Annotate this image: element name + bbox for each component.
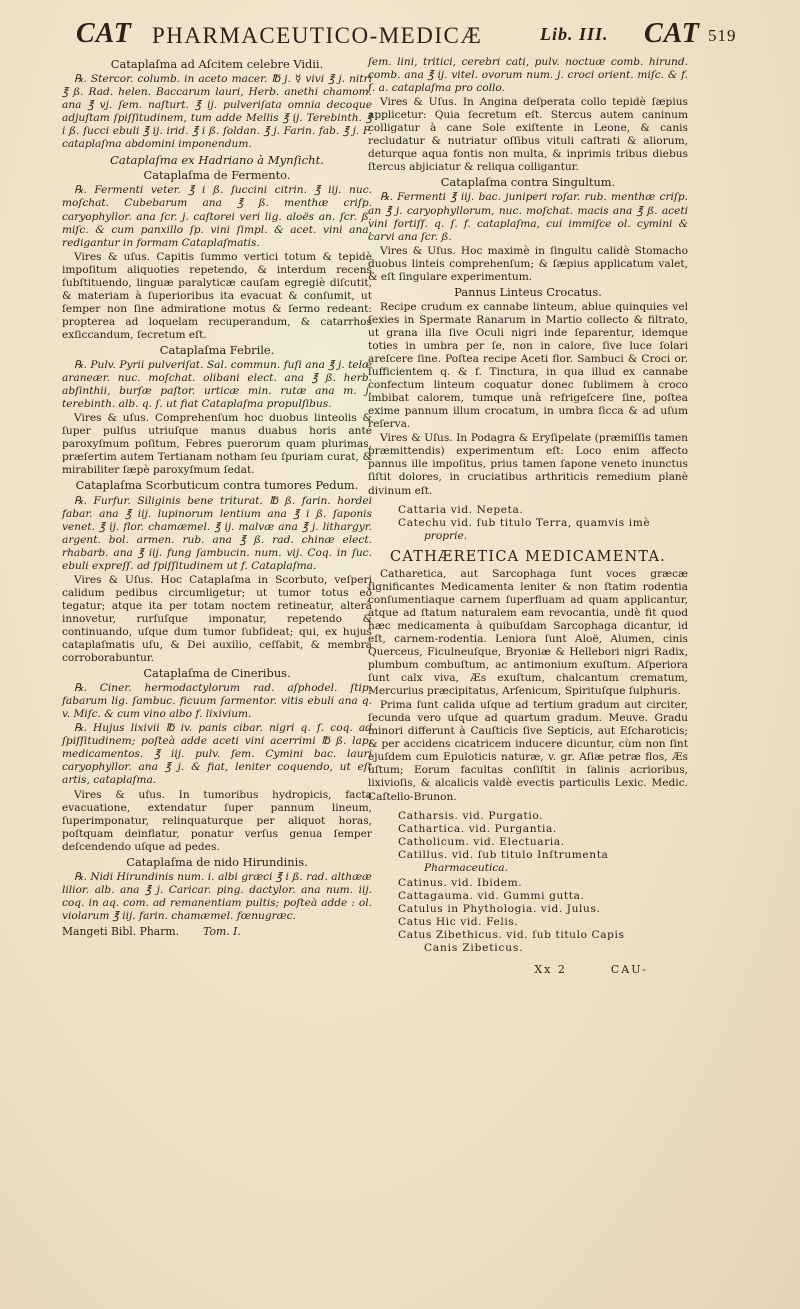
ref-catulus: Catulus in Phythologia. vid. Julus. (398, 902, 601, 915)
ref-catillus: Catillus. vid. ſub titulo Inſtrumenta (398, 848, 609, 861)
header-cat-right: CAT (644, 18, 700, 49)
vires-cineribus: Vires & uſus. In tumoribus hydropicis, facta evacuatione, extendatur ſuper pannum lineum, ſuperimponatur, relinquaturque per aliquot horas, poſtquam deinflatur, ponatur verſus genua ſemper deſcendendo uſque ad pedes. (62, 788, 372, 853)
cross-references-1 (368, 504, 688, 543)
recipe-cineribus-2: ℞. Hujus lixivii ℔ iv. panis cibar. nigri q. ſ. coq. ad ſpiſſitudinem; poſteà adde aceti vini acerrimi ℔ ß. lap. medicamentos. ℥ iij. pulv. ſem. Cymini bac. lauri caryophyllor. ana ℥ j. & fiat, leniter coquendo, ut eſt artis, cataplaſma. (62, 722, 372, 787)
heading-cathaeretica: CATHÆRETICA MEDICAMENTA. (390, 548, 666, 565)
footer-tome: Tom. I. (203, 925, 241, 938)
heading-fermento: Cataplaſma de Fermento. (143, 168, 291, 183)
ref-catechu-cont: proprie. (424, 529, 468, 542)
heading-cineribus: Cataplaſma de Cineribus. (143, 666, 291, 681)
text-pannus: Recipe crudum ex cannabe linteum, ablue quinquies vel ſexies in Spermate Ranarum in Martio collecto & filtrato, ut grana illa ſive Oculi nigri inde ſeparentur, idemque toties in umbra per ſe, non in calore, ſive luce ſolari areſcere ſine. Poſtea recipe Aceti flor. Sambuci & Croci or. ſufficientem q. & f. Tinctura, in qua illud ex cannabe confectum linteum coquatur donec ſublimem à croco imbibat calorem, tumque unà refrigeſcere ſine, poſtea exime pannum illum crocatum, in umbra ſicca & ad uſum reſerva. (368, 300, 688, 431)
catchword: CAU- (610, 963, 648, 977)
vires-scorbuticum: Vires & Uſus. Hoc Cataplaſma in Scorbuto, veſperi calidum pedibus circumligetur; ut tumor totus eò tegatur; atque ita per totam noctem retineatur, alterâ innovetur, rurſuſque imponatur, repetendo & continuando, uſque dum tumor ſubſideat; qui, ex hujus cataplaſmatis uſu, & Dei auxilio, ceſſabit, & membra corroborabuntur. (62, 573, 372, 665)
ref-catharsis: Catharsis. vid. Purgatio. (398, 809, 544, 822)
vires-singultum: Vires & Uſus. Hoc maximè in ſingultu calidè Stomacho duobus linteis comprehenſum; & ſæpius applicatum valet, & eſt ſingulare experimentum. (368, 244, 688, 283)
ref-catechu: Catechu vid. ſub titulo Terra, quamvis imè (398, 516, 651, 529)
vires-febrile: Vires & uſus. Comprehenſum hoc duobus linteolis & ſuper pulſus utriuſque manus duabus horis ante paroxyſmum poſitum, Febres puerorum quam plurimas, præſertim autem Tertianam notham ſeu ſpuriam curat, & mirabiliter ſæpè paroxyſmum ſedat. (62, 412, 372, 477)
recipe-singultum: ℞. Fermenti ℥ iij. bac. juniperi roſar. rub. menthæ criſp. an ℥ j. caryophyllorum, nuc. moſchat. macis ana ℥ ß. aceti vini fortiſſ. q. ſ. f. cataplaſma, cui immiſce ol. cymini & carvi ana ſcr. ß. (368, 191, 688, 243)
footer-left (62, 925, 372, 938)
heading-febrile: Cataplaſma Febrile. (159, 342, 275, 357)
left-column (62, 56, 372, 938)
ref-cattaria: Cattaria vid. Nepeta. (398, 503, 524, 516)
ref-catholicum: Catholicum. vid. Electuaria. (398, 835, 565, 848)
heading-singultum: Cataplaſma contra Singultum. (440, 175, 616, 190)
heading-scorbuticum: Cataplaſma Scorbuticum contra tumores Pedum. (75, 478, 359, 493)
cross-references-2 (368, 810, 688, 956)
heading-hadrian: Cataplaſma ex Hadriano à Mynſicht. (110, 153, 324, 168)
text-cathaeretica-1: Catharetica, aut Sarcophaga ſunt voces græcæ ſignificantes Medicamenta leniter & non ſtatim rodentia conſumentiaque carnem ſuperfluam ad quam applicantur, atque ad ſtatum naturalem eam revocantia, undè fit quod hæc medicamenta à quibuſdam Sarcophaga dicantur, id eſt, carnem-rodentia. Leniora ſunt Aloë, Alumen, cinis Querceus, Ficulneuſque, Bryoniæ & Hellebori nigri Radix, plumbum combuſtum, ac antimonium exuſtum. Aſperiora ſunt calx viva, Æs exuſtum, chalcantum crematum, Mercurius præcipitatus, Arſenicum, Spirituſque ſulphuris. (368, 567, 688, 698)
page-number: 519 (708, 26, 737, 45)
recipe-hirundinis: ℞. Nidi Hirundinis num. i. albi græci ℥ i ß. rad. althææ lilior. alb. ana ℥ j. Caricar. ping. dactylor. ana num. iij. coq. in aq. com. ad remanentiam pultis; poſteà adde : ol. violarum ℥ iij. farin. chamæmel. fœnugræc. (62, 870, 372, 922)
heading-ascites: Cataplaſma ad Aſcitem celebre Vidii. (110, 57, 324, 71)
vires-pannus: Vires & Uſus. In Podagra & Eryſipelate (præmiſſis tamen præmittendis) experimentum eſt: Loco enim affecto pannus ille impoſitus, prius tamen ſapone veneto inunctus ſiſtit dolores, in cruciatibus arthriticis remedium planè divinum eſt. (368, 432, 688, 497)
signature-mark: Xx 2 (534, 963, 567, 977)
footer-bibliography: Mangeti Bibl. Pharm. (62, 925, 180, 938)
ref-catus-hic: Catus Hic vid. Felis. (398, 915, 519, 928)
heading-hirundinis: Cataplaſma de nido Hirundinis. (126, 854, 308, 869)
recipe-fermento: ℞. Fermenti veter. ℥ i ß. ſuccini citrin. ℥ iij. nuc. moſchat. Cubebarum ana ℥ ß. menthæ criſp. caryophyllor. ana ſcr. j. caſtorei veri lig. aloës an. ſcr. ß. miſc. & cum panxillo ſp. vini ſimpl. & acet. vini ana, redigantur in formam Cataplaſmatis. (62, 184, 372, 249)
header-title: PHARMACEUTICO-MEDICÆ (152, 23, 483, 48)
heading-pannus: Pannus Linteus Crocatus. (454, 284, 602, 299)
vires-fermento: Vires & uſus. Capitis ſummo vertici totum & tepidè impoſitum aliquoties repetendo, & interdum recens ſubſtituendo, linguæ paralyticæ cauſam egregiè diſcutit, & materiam à ſuperioribus ita evacuat & conſumit, ut ſemper non ſine admiratione motus & ſermo redeant: propterea ad loquelam recuperandum, & catarrhos exſiccandum, ſecretum eſt. (62, 250, 372, 341)
vires-continued: Vires & Uſus. In Angina deſperata collo tepidè ſæpius applicetur: Quia ſecretum eſt. Stercus autem caninum colligatur à cane Sole exiſtente in Leone, & canis recludatur & nutriatur oſſibus vituli caſtrati & aliorum, deturque aqua fontis non multa, & inprimis tribus diebus ſtercus abjiciatur & reliqua colligantur. (368, 96, 688, 174)
ref-catillus-cont: Pharmaceutica. (424, 861, 508, 874)
running-header (60, 18, 780, 52)
recipe-febrile: ℞. Pulv. Pyrii pulveriſat. Sal. commun. fuſi ana ℥ j. telæ araneær. nuc. moſchat. olibani elect. ana ℥ ß. herb. abſinthii, burſæ paſtor. urticæ min. rutæ ana m. j. terebinth. alb. q. ſ. ut fiat Cataplaſma propulſibus. (62, 359, 372, 411)
ref-catinus: Catinus. vid. Ibidem. (398, 876, 523, 889)
recipe-continued: ſem. lini, tritici, cerebri cati, pulv. noctuæ comb. hirund. comb. ana ℥ ij. vitel. ovorum num. j. croci orient. miſc. & f. ſ. a. cataplaſma pro collo. (368, 56, 688, 95)
ref-cattagauma: Cattagauma. vid. Gummi gutta. (398, 889, 585, 902)
recipe-ascites: ℞. Stercor. columb. in aceto macer. ℔ j. ☿ vivi ℥ j. nitri ℥ ß. Rad. helen. Baccarum lauri, Herb. anethi chamom. ana ℥ vj. ſem. naſturt. ℥ ij. pulveriſata omnia decoque adjuſtam ſpiſſitudinem, tum adde Mellis ℥ ij. Terebinth. ℥ i ß. ſucci ebuli ℥ ij. irid. ℥ i ß. ſoldan. ℥ j. Farin. fab. ℥ j. F. cataplaſma abdomini imponendum. (62, 73, 372, 151)
header-lib: Lib. III. (540, 24, 609, 44)
recipe-cineribus-1: ℞. Ciner. hermodactylorum rad. aſphodel. ſtip. fabarum lig. ſambuc. ficuum ſarmentor. vitis ebuli ana q. v. Miſc. & cum vino albo f. lixivium. (62, 682, 372, 721)
ref-canis-zibeticus: Canis Zibeticus. (424, 942, 524, 955)
right-column (368, 56, 688, 976)
header-cat-left: CAT (76, 18, 132, 49)
ref-catus-zibethicus: Catus Zibethicus. vid. ſub titulo Capis (398, 929, 625, 941)
signature-line (368, 963, 688, 976)
text-cathaeretica-2: Prima ſunt calida uſque ad tertium gradum aut circiter, ſecunda vero uſque ad quartum gradum. Meuve. Gradu minori differunt à Cauſticis ſive Septicis, aut Eſcharoticis; & per accidens cicatricem inducere dicuntur, cùm non ſint ejuſdem cum Epuloticis naturæ, v. gr. Aſiæ petræ flos, Æs uſtum; Eorum facultas conſiſtit in ſalinis acrioribus, lixivioſis, & alcalicis valdè evectis particulis Lexic. Medic. Caſtello-Brunon. (368, 699, 688, 803)
recipe-scorbuticum: ℞. Furfur. Siliginis bene triturat. ℔ ß. farin. hordei fabar. ana ℥ iij. lupinorum lentium ana ℥ i ß. ſaponis venet. ℥ ij. flor. chamæmel. ℥ ij. malvæ ana ℥ j. lithargyr. argent. bol. armen. rub. ana ℥ ß. rad. chinæ elect. rhabarb. ana ℥ iij. fung ſambucin. num. vij. Coq. in ſuc. ebuli expreſſ. ad ſpiſſitudinem ut f. Cataplaſma. (62, 494, 372, 572)
ref-cathartica: Cathartica. vid. Purgantia. (398, 822, 557, 835)
